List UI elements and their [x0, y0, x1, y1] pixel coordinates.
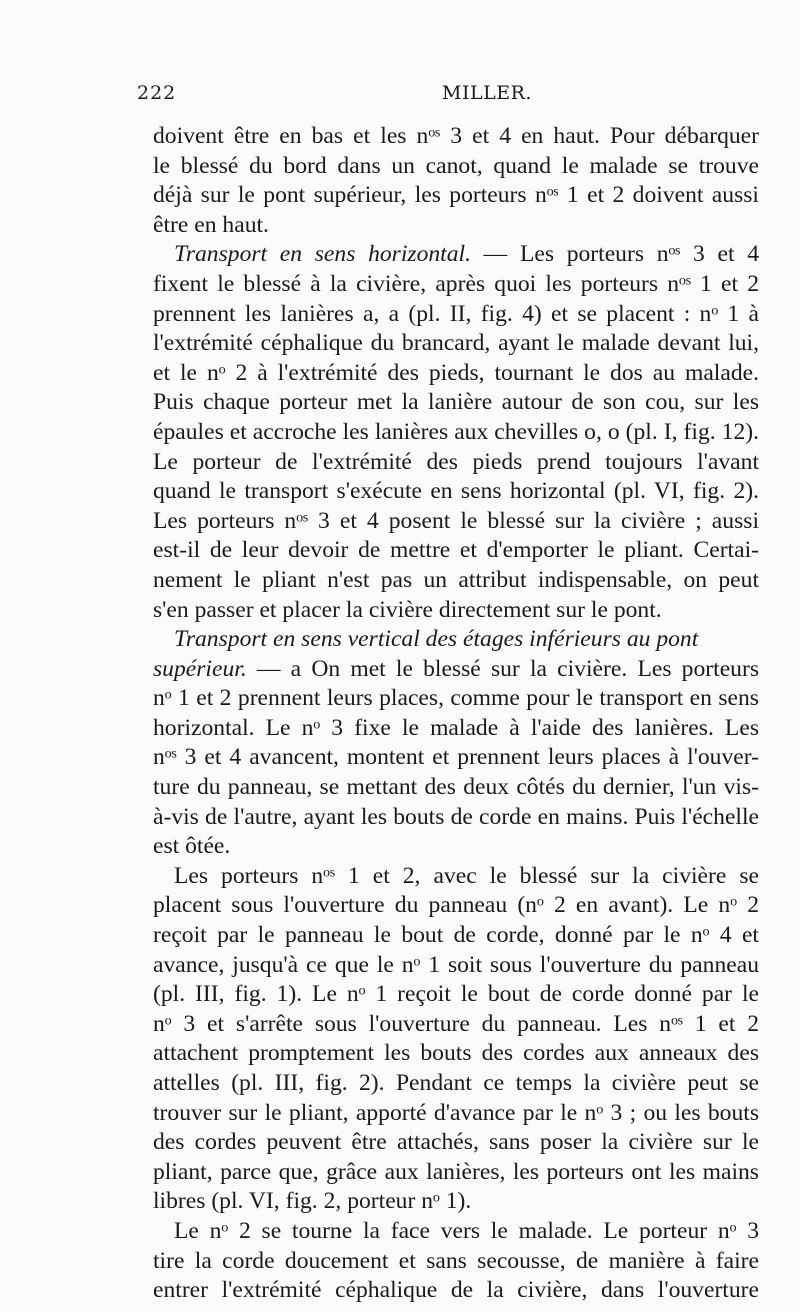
text-line: Le nᵒ 2 se tourne la face vers le malade. Le porteur nᵒ 3	[174, 1217, 759, 1244]
text-line: et le nᵒ 2 à l'extrémité des pieds, tournant le dos au malade.	[153, 359, 759, 386]
text-line: prennent les lanières a, a (pl. II, fig. 4) et se placent : nᵒ 1 à	[153, 300, 759, 327]
text-line	[153, 625, 759, 655]
text-line: nᵒˢ 3 et 4 avancent, montent et prennent leurs places à l'ouver-	[153, 744, 759, 771]
text-line: fixent le blessé à la civière, après quoi les porteurs nᵒˢ 1 et 2	[153, 270, 759, 297]
text-line: être en haut.	[153, 211, 269, 238]
text-line: l'extrémité céphalique du brancard, ayant le malade devant lui,	[153, 330, 759, 357]
paragraph	[153, 122, 759, 240]
text-line: ture du panneau, se mettant des deux côtés du dernier, l'un vis-	[153, 774, 759, 801]
body-text	[153, 122, 759, 1306]
section-heading: Transport en sens horizontal.	[174, 241, 471, 268]
text-line	[153, 655, 759, 685]
text-run: — a On met le blessé sur la civière. Les porteurs	[246, 655, 759, 682]
paragraph	[153, 240, 759, 625]
text-line: épaules et accroche les lanières aux chevilles o, o (pl. I, fig. 12).	[153, 418, 759, 445]
text-line: entrer l'extrémité céphalique de la civière, dans l'ouverture	[153, 1277, 759, 1304]
text-line: quand le transport s'exécute en sens horizontal (pl. VI, fig. 2).	[153, 478, 759, 505]
text-line: Les porteurs nᵒˢ 3 et 4 posent le blessé sur la civière ; aussi	[153, 507, 759, 534]
page-number: 222	[137, 82, 177, 104]
section-heading-cont: supérieur.	[153, 655, 247, 682]
text-line: avance, jusqu'à ce que le nᵒ 1 soit sous l'ouverture du panneau	[153, 951, 759, 978]
text-line: nᵒ 1 et 2 prennent leurs places, comme pour le transport en sens	[153, 685, 759, 712]
page-header	[137, 82, 737, 112]
text-line: Le porteur de l'extrémité des pieds prend toujours l'avant	[153, 448, 759, 475]
text-line: libres (pl. VI, fig. 2, porteur nᵒ 1).	[153, 1188, 472, 1215]
text-line: nement le pliant n'est pas un attribut indispensable, on peut	[153, 566, 759, 593]
paragraph	[153, 862, 759, 1217]
text-line: tire la corde doucement et sans secousse, de manière à faire	[153, 1247, 759, 1274]
section-heading: Transport en sens vertical des étages inférieurs au pont	[174, 626, 699, 653]
running-title: MILLER.	[442, 82, 532, 104]
text-line: (pl. III, fig. 1). Le nᵒ 1 reçoit le bout de corde donné par le	[153, 981, 759, 1008]
text-line: horizontal. Le nᵒ 3 fixe le malade à l'aide des lanières. Les	[153, 714, 759, 741]
text-line: nᵒ 3 et s'arrête sous l'ouverture du panneau. Les nᵒˢ 1 et 2	[153, 1010, 759, 1037]
text-line: attelles (pl. III, fig. 2). Pendant ce temps la civière peut se	[153, 1070, 759, 1096]
text-line: des cordes peuvent être attachés, sans poser la civière sur le	[153, 1129, 759, 1156]
text-line: Puis chaque porteur met la lanière autour de son cou, sur les	[153, 389, 759, 416]
text-line: s'en passer et placer la civière directement sur le pont.	[153, 596, 662, 623]
text-line: est-il de leur devoir de mettre et d'emporter le pliant. Certai-	[153, 537, 759, 564]
text-line: attachent promptement les bouts des cordes aux anneaux des	[153, 1040, 759, 1067]
text-line: le blessé du bord dans un canot, quand le malade se trouve	[153, 152, 759, 179]
text-line: placent sous l'ouverture du panneau (nᵒ 2 en avant). Le nᵒ 2	[153, 892, 759, 919]
paragraph	[153, 1217, 759, 1306]
text-line: reçoit par le panneau le bout de corde, donné par le nᵒ 4 et	[153, 922, 759, 949]
text-line: pliant, parce que, grâce aux lanières, les porteurs ont les mains	[153, 1158, 759, 1185]
text-line: à-vis de l'autre, ayant les bouts de corde en mains. Puis l'échelle	[153, 803, 759, 830]
text-line: Les porteurs nᵒˢ 1 et 2, avec le blessé sur la civière se	[174, 862, 759, 889]
text-line: doivent être en bas et les nᵒˢ 3 et 4 en haut. Pour débarquer	[153, 123, 759, 149]
text-line: déjà sur le pont supérieur, les porteurs nᵒˢ 1 et 2 doivent aussi	[153, 182, 759, 209]
text-line	[153, 240, 759, 270]
text-line: trouver sur le pliant, apporté d'avance par le nᵒ 3 ; ou les bouts	[153, 1099, 759, 1126]
text-run: — Les porteurs nᵒˢ 3 et 4	[470, 241, 759, 268]
text-line: est ôtée.	[153, 833, 231, 860]
paragraph	[153, 625, 759, 862]
